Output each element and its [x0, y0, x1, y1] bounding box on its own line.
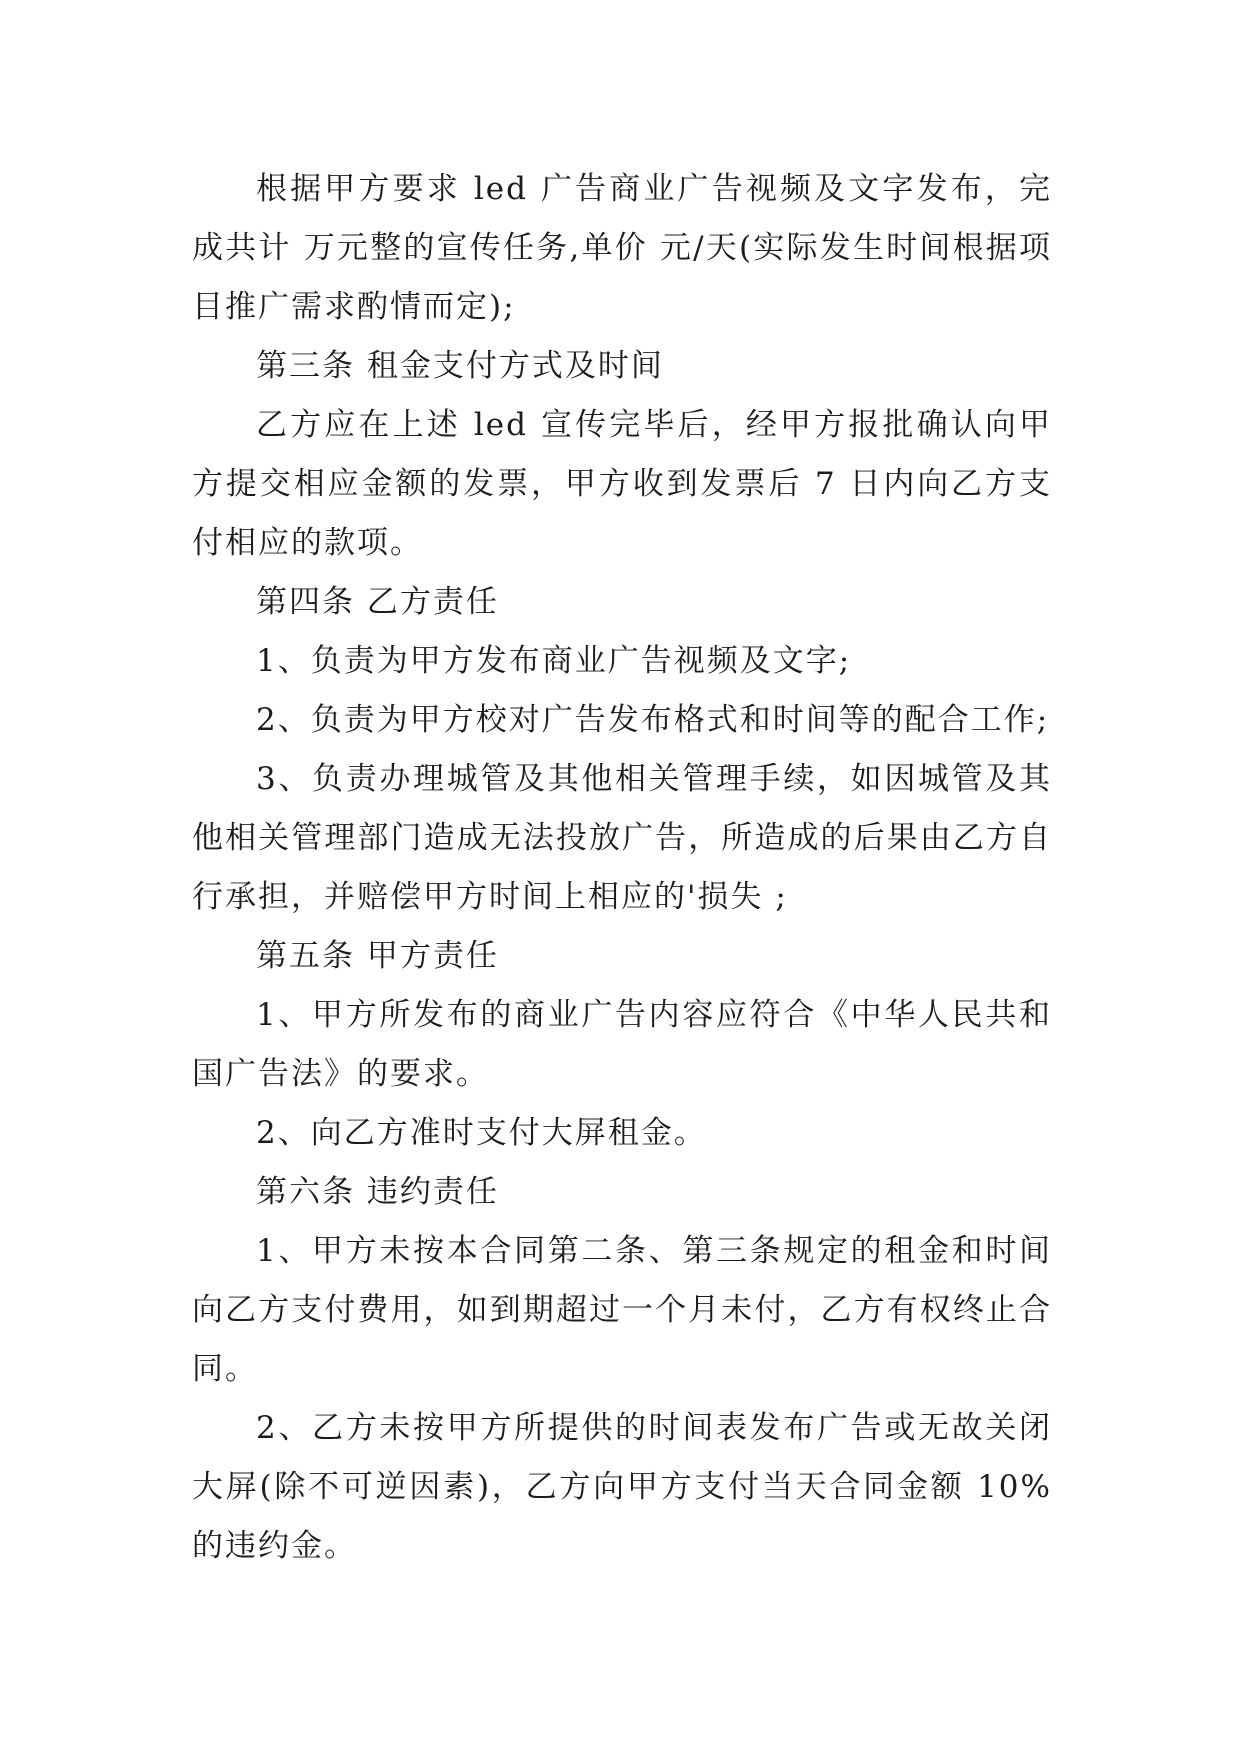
heading-article-4: 第四条 乙方责任 [256, 584, 499, 620]
list-item-party-a-duty-1: 1、甲方所发布的商业广告内容应符合《中华人民共和国广告法》的要求。 [192, 997, 1052, 1092]
list-item-party-a-duty-2: 2、向乙方准时支付大屏租金。 [256, 1115, 707, 1151]
heading-article-3: 第三条 租金支付方式及时间 [256, 348, 664, 384]
heading-article-5: 第五条 甲方责任 [256, 938, 499, 974]
paragraph-publishing-task: 根据甲方要求 led 广告商业广告视频及文字发布，完成共计 万元整的宣传任务,单价 元/天(实际发生时间根据项目推广需求酌情而定); [192, 171, 1052, 325]
list-item-party-b-duty-3: 3、负责办理城管及其他相关管理手续，如因城管及其他相关管理部门造成无法投放广告，所造成的后果由乙方自行承担，并赔偿甲方时间上相应的'损失 ; [192, 761, 1052, 915]
document-body [192, 160, 1052, 1576]
paragraph-payment-terms: 乙方应在上述 led 宣传完毕后，经甲方报批确认向甲方提交相应金额的发票，甲方收到发票后 7 日内向乙方支付相应的款项。 [192, 407, 1052, 561]
heading-article-6: 第六条 违约责任 [256, 1174, 499, 1210]
list-item-breach-2: 2、乙方未按甲方所提供的时间表发布广告或无故关闭大屏(除不可逆因素)，乙方向甲方支付当天合同金额 10%的违约金。 [192, 1410, 1052, 1564]
list-item-party-b-duty-2: 2、负责为甲方校对广告发布格式和时间等的配合工作; [256, 702, 1050, 738]
list-item-breach-1: 1、甲方未按本合同第二条、第三条规定的租金和时间向乙方支付费用，如到期超过一个月未付，乙方有权终止合同。 [192, 1233, 1052, 1387]
list-item-party-b-duty-1: 1、负责为甲方发布商业广告视频及文字; [256, 643, 852, 679]
